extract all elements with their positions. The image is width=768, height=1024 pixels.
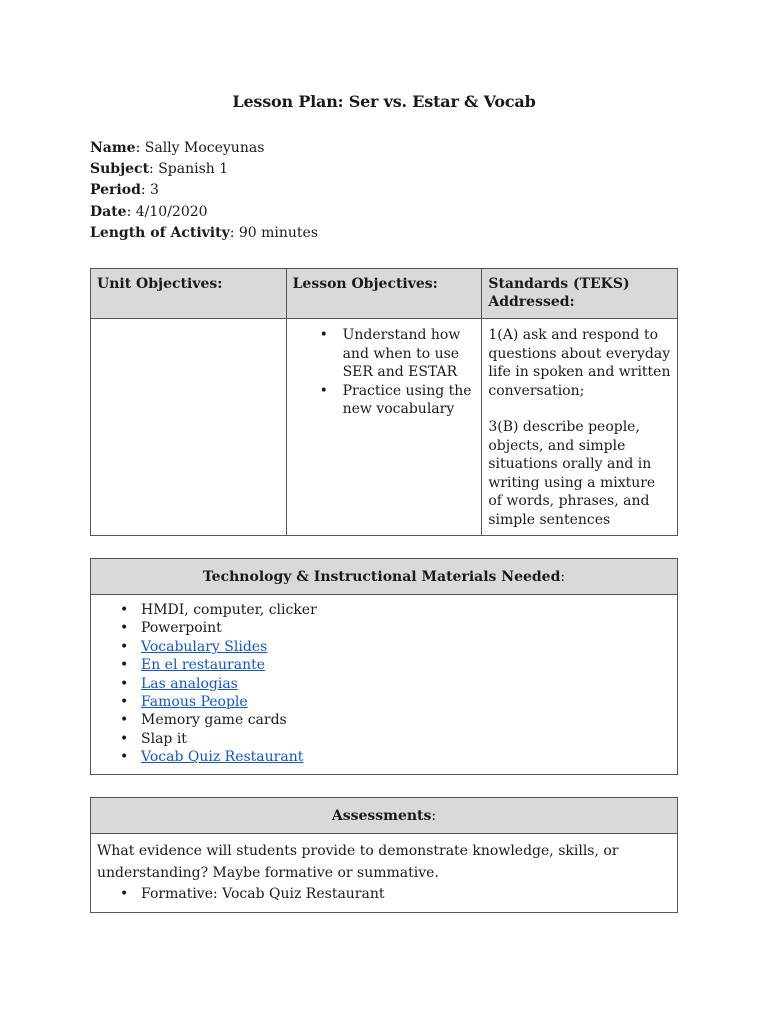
assessments-header-text: Assessments [331,807,432,824]
assessments-header-colon: : [431,807,437,824]
objectives-header-row [91,269,678,319]
materials-header [91,559,678,595]
info-length-row [90,223,318,244]
objectives-table [90,268,678,536]
period-value: : 3 [140,182,159,199]
assessments-body-row [91,834,678,913]
page-title: Lesson Plan: Ser vs. Estar & Vocab [232,92,536,111]
list-item [141,748,671,766]
unit-objectives-header: Unit Objectives: [91,269,287,319]
unit-objectives-cell [91,319,287,536]
list-item [141,619,671,637]
objectives-body-row [91,319,678,536]
assessments-header [91,798,678,834]
info-name-row [90,138,318,159]
assessments-question: What evidence will students provide to demonstrate knowledge, skills, or understanding? Maybe formative or summative. [97,843,619,881]
list-item: • Practice using the new vocabulary [343,382,476,419]
period-label: Period [90,182,141,199]
vocabulary-slides-link[interactable]: Vocabulary Slides [141,638,268,655]
material-hdmi: HMDI, computer, clicker [141,602,317,618]
standard-1a: 1(A) ask and respond to questions about everyday life in spoken and written conversation; [488,327,671,399]
materials-header-row [91,559,678,595]
list-item [141,693,671,711]
date-value: : 4/10/2020 [126,203,208,220]
standards-header: Standards (TEKS) Addressed: [482,269,678,319]
info-subject-row [90,159,318,180]
assessments-cell [91,834,678,913]
length-value: : 90 minutes [229,224,319,241]
date-label: Date [90,203,127,220]
name-label: Name [90,140,136,156]
materials-list [97,601,671,767]
materials-header-text: Technology & Instructional Materials Needed [202,568,561,585]
lesson-info [90,138,318,244]
material-memory-cards: Memory game cards [141,712,287,729]
list-item: • Formative: Vocab Quiz Restaurant [141,884,671,906]
info-date-row [90,202,318,223]
info-period-row [90,180,318,201]
famous-people-link[interactable]: Famous People [141,694,248,711]
material-powerpoint: Powerpoint [141,620,222,637]
assessments-list [97,884,671,906]
las-analogias-link[interactable]: Las analogias [141,675,238,692]
materials-header-colon: : [560,568,566,585]
material-slap-it: Slap it [141,730,187,747]
length-label: Length of Activity [90,224,230,241]
standard-3b: 3(B) describe people, objects, and simple situations orally and in writing using a mixture of words, phrases, and simple sentences [488,419,656,528]
list-item: • Understand how and when to use SER and ESTAR [343,326,476,382]
materials-cell [91,595,678,775]
materials-body-row [91,595,678,775]
lesson-objectives-list [293,326,476,419]
materials-table [90,558,678,775]
list-item [141,656,671,674]
subject-value: : Spanish 1 [149,161,229,178]
lesson-objectives-cell [286,319,482,536]
en-el-restaurante-link[interactable]: En el restaurante [141,657,266,674]
assessments-table [90,797,678,913]
list-item [141,638,671,656]
assessments-header-row [91,798,678,834]
name-value: : Sally Moceyunas [135,140,265,156]
vocab-quiz-restaurant-link[interactable]: Vocab Quiz Restaurant [141,749,304,766]
lesson-objectives-header: Lesson Objectives: [286,269,482,319]
subject-label: Subject [90,161,150,178]
list-item [141,675,671,693]
list-item [141,711,671,729]
list-item [141,730,671,748]
standards-cell [482,319,678,536]
list-item [141,601,671,619]
standards-spacer [488,400,671,418]
